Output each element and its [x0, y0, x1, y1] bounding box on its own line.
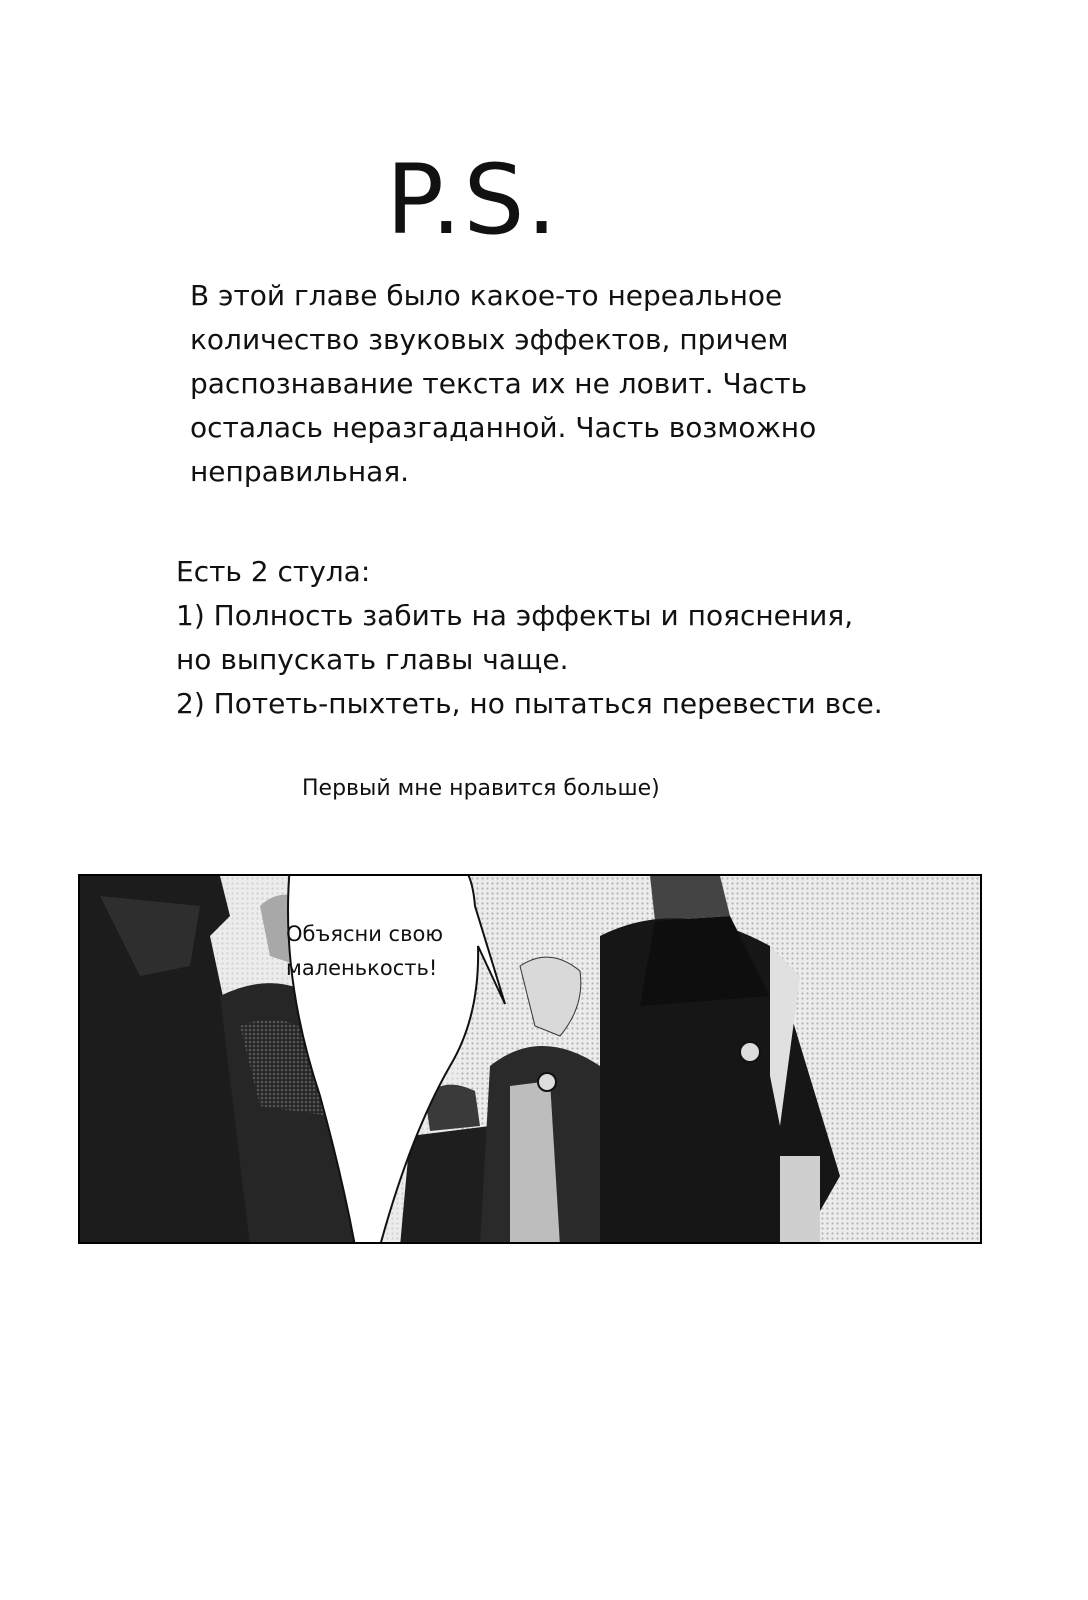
- choices-list: [176, 550, 936, 726]
- paragraph-line: количество звуковых эффектов, причем: [190, 323, 789, 356]
- choice-item-1: 1) Полность забить на эффекты и пояснения,: [176, 599, 854, 632]
- paragraph-line: неправильная.: [190, 455, 410, 488]
- manga-panel: [78, 874, 982, 1244]
- choice-item-1-cont: но выпускать главы чаще.: [176, 643, 569, 676]
- paragraph-line: В этой главе было какое-то нереальное: [190, 279, 783, 312]
- paragraph-line: распознавание текста их не ловит. Часть: [190, 367, 808, 400]
- page-title: P.S.: [386, 144, 559, 256]
- choice-item-2: 2) Потеть-пыхтеть, но пытаться перевести все.: [176, 687, 883, 720]
- paragraph-line: осталась неразгаданной. Часть возможно: [190, 411, 817, 444]
- speech-bubble-line: Объясни свою: [286, 922, 443, 946]
- manga-panel-artwork: [80, 876, 982, 1244]
- note-paragraph: [190, 274, 890, 494]
- closing-remark: Первый мне нравится больше): [302, 776, 660, 801]
- speech-bubble-line: маленькость!: [286, 956, 438, 980]
- speech-bubble-text: [286, 917, 443, 985]
- choices-heading: Есть 2 стула:: [176, 555, 371, 588]
